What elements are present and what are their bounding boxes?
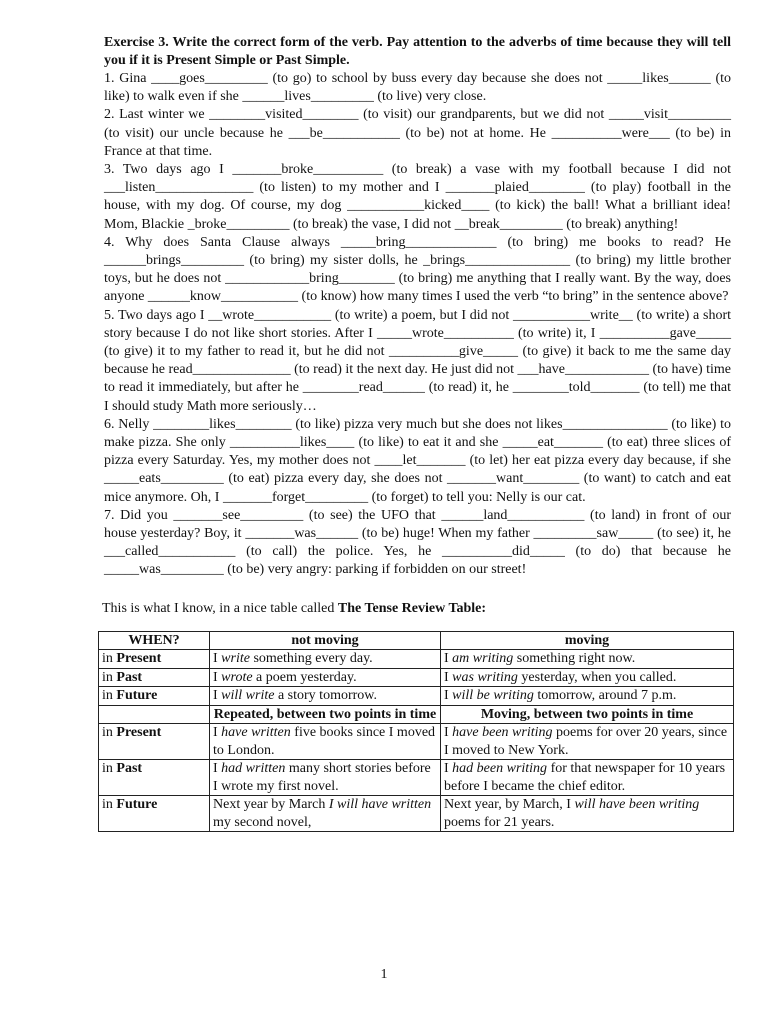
example-text: I — [444, 688, 453, 704]
tense-label: Future — [116, 797, 158, 813]
example-text: I — [213, 651, 222, 667]
row-time-cell — [99, 724, 210, 760]
page-number: 1 — [380, 967, 388, 982]
table-row — [99, 650, 734, 669]
table-row — [99, 796, 734, 832]
example-text: something every day. — [249, 651, 373, 667]
tense-label: Past — [116, 669, 143, 685]
in-label: in — [102, 761, 113, 777]
tense-label: Present — [116, 725, 162, 741]
example-text: I — [444, 669, 453, 685]
exercise-item-6: 6. Nelly ________likes________ (to like) pizza very much but she does not likes_______________ (to like) to make pizza. She only __________likes____ (to like) to eat it and she _____eat_______ (to eat) three slices of pizza every Saturday. Yes, my mother does not ____let_______ (to let) her eat pizza every day because, if she _____eats_________ (to eat) pizza every day, she does not _______want________ (to want) to catch and eat mice anymore. Oh, I _______forget_________ (to forget) to tell you: Nelly is our cat. — [104, 416, 731, 505]
exercise-item-4: 4. Why does Santa Clause always _____bring_____________ (to bring) me books to read? He ______brings_________ (to bring) my sister dolls, he _brings_______________ (to bring) my little brother toys, but he does not ____________bring________ (to bring) me anything that I really want. By the way, does anyone ______know___________ (to know) how many times I used the verb “to bring” in the sentence above? — [104, 234, 731, 305]
table-name: The Tense Review Table: — [337, 600, 487, 616]
example-text: I — [213, 669, 222, 685]
row-time-cell — [99, 668, 210, 687]
verb-form: was writing — [452, 669, 518, 685]
verb-form: have been writing — [452, 725, 553, 741]
exercise-item-1: 1. Gina ____goes_________ (to go) to school by buss every day because she does not _____likes______ (to like) to walk even if she ______lives_________ (to live) very close. — [104, 71, 731, 105]
tense-label: Present — [116, 651, 162, 667]
example-text: a poem yesterday. — [252, 669, 357, 685]
table-row — [99, 724, 734, 760]
document-page — [104, 34, 731, 832]
verb-form: wrote — [221, 669, 253, 685]
example-text: I — [444, 761, 453, 777]
verb-form: I will have written — [328, 797, 432, 813]
header-not-moving: not moving — [210, 631, 441, 650]
example-text: something right now. — [513, 651, 636, 667]
not-moving-example — [210, 650, 441, 669]
exercise-heading: Exercise 3. Write the correct form of the verb. Pay attention to the adverbs of time because they will tell you if it is Present Simple or Past Simple. — [104, 35, 731, 68]
example-text: five books since I moved to London. — [213, 725, 436, 758]
example-text: I — [213, 688, 222, 704]
row-time-cell — [99, 650, 210, 669]
not-moving-example — [210, 796, 441, 832]
example-text: tomorrow, around 7 p.m. — [533, 688, 677, 704]
table-rows-perfect — [99, 724, 734, 832]
example-text: a story tomorrow. — [274, 688, 377, 704]
example-text: poems for 21 years. — [444, 814, 555, 830]
verb-form: will be writing — [452, 688, 534, 704]
not-moving-example — [210, 687, 441, 706]
verb-form: had written — [221, 761, 286, 777]
verb-form: am writing — [452, 651, 514, 667]
example-text: many short stories before I wrote my first novel. — [213, 761, 431, 794]
verb-form: have written — [221, 725, 291, 741]
table-subheader-row — [99, 705, 734, 724]
example-text: Next year, by March, I — [444, 797, 575, 813]
moving-example — [441, 724, 734, 760]
verb-form: write — [221, 651, 250, 667]
row-time-cell — [99, 687, 210, 706]
subheader-moving: Moving, between two points in time — [441, 705, 734, 724]
example-text: I — [213, 725, 222, 741]
exercise-item-7: 7. Did you _______see_________ (to see) the UFO that ______land___________ (to land) in front of our house yesterday? Boy, it _______was______ (to be) huge! When my father _________saw_____ (to see) it, he ___called___________ (to call) the police. Yes, he __________did_____ (to do) that because he _____was_________ (to be) very angry: parking if forbidden on our street! — [104, 507, 731, 578]
tense-review-table — [98, 631, 734, 833]
table-rows-simple — [99, 650, 734, 706]
example-text: poems for over 20 years, since I moved to New York. — [444, 725, 728, 758]
exercise-item-2: 2. Last winter we ________visited________ (to visit) our grandparents, but we did not _____visit_________ (to visit) our uncle because he ___be___________ (to be) not at home. He __________were___ (to be) in France at that time. — [104, 107, 731, 159]
example-text: Next year by March — [213, 797, 329, 813]
example-text: my second novel, — [213, 814, 312, 830]
moving-example — [441, 668, 734, 687]
in-label: in — [102, 688, 113, 704]
table-row — [99, 760, 734, 796]
not-moving-example — [210, 668, 441, 687]
subheader-empty — [99, 705, 210, 724]
header-when: WHEN? — [99, 631, 210, 650]
verb-form: will write — [221, 688, 275, 704]
example-text: I — [444, 651, 453, 667]
exercise-item-5: 5. Two days ago I __wrote___________ (to write) a poem, but I did not ___________write__ (to write) a short story because I do not like short stories. After I _____wrote__________ (to write) it, I __________gave_____ (to give) it to my father to read it, but he did not __________give_____ (to give) it back to me the same day because he read______________ (to read) it the next day. He just did not ___have____________ (to have) time to read it immediately, but after he ________read______ (to read) it, he ________told_______ (to tell) me that I should study Math more seriously… — [104, 307, 731, 414]
row-time-cell — [99, 760, 210, 796]
table-header-row — [99, 631, 734, 650]
table-row — [99, 668, 734, 687]
not-moving-example — [210, 724, 441, 760]
moving-example — [441, 760, 734, 796]
exercise-item-3: 3. Two days ago I _______broke__________ (to break) a vase with my football because I did not ___listen______________ (to listen) to my mother and I _______plaied________ (to play) football in the house, with my dog. Of course, my dog ___________kicked____ (to kick) the ball! What a brilliant idea! Mom, Blackie _broke_________ (to break) the vase, I did not __break_________ (to break) anything! — [104, 162, 731, 232]
example-text: I — [213, 761, 222, 777]
subheader-repeated: Repeated, between two points in time — [210, 705, 441, 724]
row-time-cell — [99, 796, 210, 832]
example-text: yesterday, when you called. — [517, 669, 677, 685]
in-label: in — [102, 669, 113, 685]
verb-form: will have been writing — [574, 797, 700, 813]
example-text: for that newspaper for 10 years before I became the chief editor. — [444, 761, 726, 794]
example-text: I — [444, 725, 453, 741]
verb-form: had been writing — [452, 761, 548, 777]
in-label: in — [102, 725, 113, 741]
moving-example — [441, 687, 734, 706]
table-intro-text: This is what I know, in a nice table called — [102, 600, 338, 616]
in-label: in — [102, 797, 113, 813]
not-moving-example — [210, 760, 441, 796]
header-moving: moving — [441, 631, 734, 650]
tense-label: Future — [116, 688, 158, 704]
table-intro — [102, 600, 731, 618]
moving-example — [441, 796, 734, 832]
tense-label: Past — [116, 761, 143, 777]
in-label: in — [102, 651, 113, 667]
table-row — [99, 687, 734, 706]
moving-example — [441, 650, 734, 669]
